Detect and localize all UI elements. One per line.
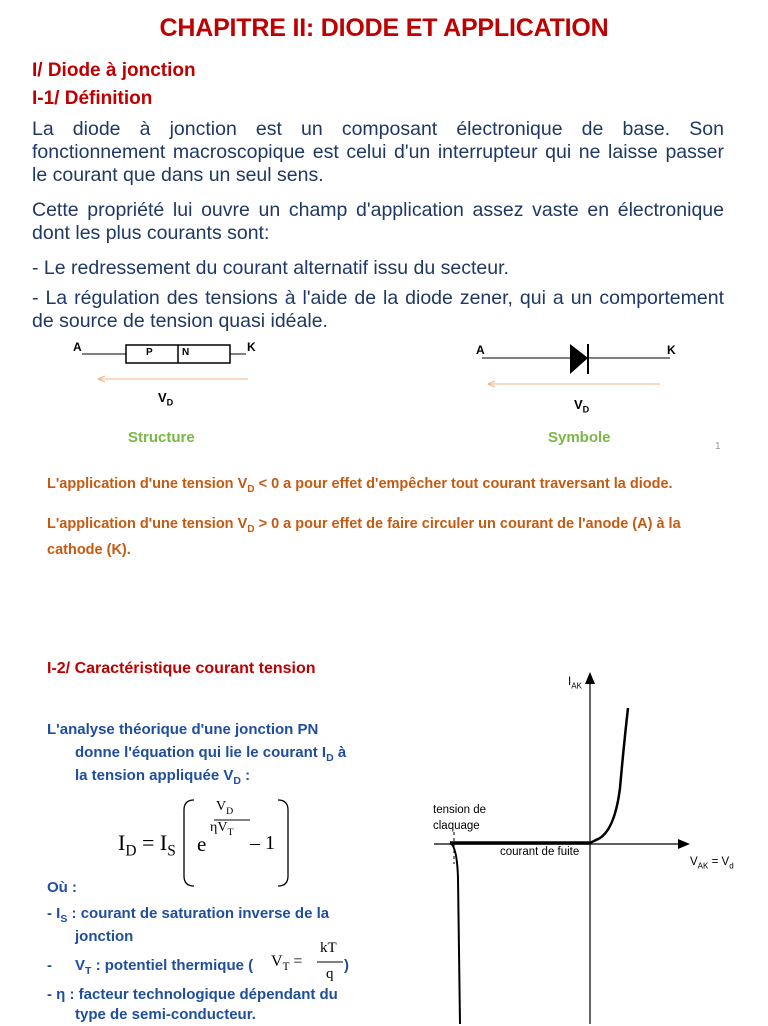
symbol-diagram xyxy=(470,336,690,406)
p-region-label: P xyxy=(146,347,153,358)
section2-heading: I-2/ Caractéristique courant tension xyxy=(47,660,316,677)
where-vt-dash: - xyxy=(47,957,52,974)
note-negative-voltage: L'application d'une tension $V_D < 0$ a pour effet d'empêcher tout courant traversant la diode. xyxy=(47,476,673,495)
analysis-line-3: la tension appliquée $V_D$ : xyxy=(75,767,251,787)
symbol-anode-label: A xyxy=(476,343,485,357)
symbol-cathode-label: K xyxy=(667,343,676,357)
iv-characteristic-graph xyxy=(430,668,750,1024)
where-vt-line: $V_T$ : potentiel thermique ( xyxy=(75,957,254,977)
leakage-label: courant de fuite xyxy=(500,846,580,858)
section-heading: I/ Diode à jonction xyxy=(32,60,196,81)
equation-exp: e xyxy=(197,832,207,856)
structure-anode-label: A xyxy=(73,340,82,354)
where-is-line-2: jonction xyxy=(75,928,134,945)
structure-caption: Structure xyxy=(128,429,195,446)
vt-denominator: q xyxy=(326,966,334,982)
breakdown-label-2: claquage xyxy=(433,820,480,832)
breakdown-label-1: tension de xyxy=(433,804,487,816)
x-axis-arrow xyxy=(678,839,690,849)
analysis-line-1: L'analyse théorique d'une jonction PN xyxy=(47,721,319,738)
y-axis-arrow xyxy=(585,672,595,684)
vt-numerator: kT xyxy=(320,940,337,956)
n-region-label: N xyxy=(182,347,190,358)
where-label: Où : xyxy=(47,879,77,896)
definition-paragraph: La diode à jonction est un composant électronique de base. Son fonctionnement macroscopique est celui d'un interrupteur qui ne laisse passer le courant que dans un seul sens. xyxy=(32,118,724,186)
analysis-line-2: donne l'équation qui lie le courant $I_D$ à xyxy=(75,744,347,764)
vt-equation: $V_T$ = xyxy=(271,953,303,974)
bullet-regulation: - La régulation des tensions à l'aide de la diode zener, qui a un comportement de source de tension quasi idéale. xyxy=(32,287,724,332)
where-eta-line: - η : facteur technologique dépendant du xyxy=(47,986,338,1003)
breakdown-curve xyxy=(450,843,460,1024)
note-positive-voltage: L'application d'une tension $V_D > 0$ a pour effet de faire circuler un courant de l'anode (A) à la cathode (K). xyxy=(47,516,681,558)
vt-fraction-bar xyxy=(317,961,343,964)
symbol-caption: Symbole xyxy=(548,429,611,446)
bullet-rectification: - Le redressement du courant alternatif issu du secteur. xyxy=(32,257,509,279)
application-paragraph: Cette propriété lui ouvre un champ d'application assez vaste en électronique dont les plus courants sont: xyxy=(32,199,724,244)
page-title: CHAPITRE II: DIODE ET APPLICATION xyxy=(159,14,609,42)
structure-vd-label: $V_D$ xyxy=(158,390,174,408)
x-axis-label: $V_{AK} = V_d$ xyxy=(690,856,734,871)
y-axis-label: $I_{AK}$ xyxy=(568,676,582,691)
subsection-heading: I-1/ Définition xyxy=(32,88,153,109)
diode-triangle xyxy=(570,344,588,374)
structure-cathode-label: K xyxy=(247,340,256,354)
vt-close-paren: ) xyxy=(344,957,349,974)
equation-minus-one: – 1 xyxy=(250,832,275,854)
exponent-denominator: $\eta V_T$ xyxy=(210,820,234,838)
equation-lhs: $I_D = I_S$ xyxy=(118,830,176,860)
where-is-line: - $I_S$ : courant de saturation inverse de la xyxy=(47,905,330,925)
symbol-vd-label: $V_D$ xyxy=(574,397,590,415)
forward-curve xyxy=(590,708,628,843)
page-number: 1 xyxy=(715,441,721,452)
exponent-numerator: $V_D$ xyxy=(216,799,234,817)
where-eta-line-2: type de semi-conducteur. xyxy=(75,1006,256,1023)
